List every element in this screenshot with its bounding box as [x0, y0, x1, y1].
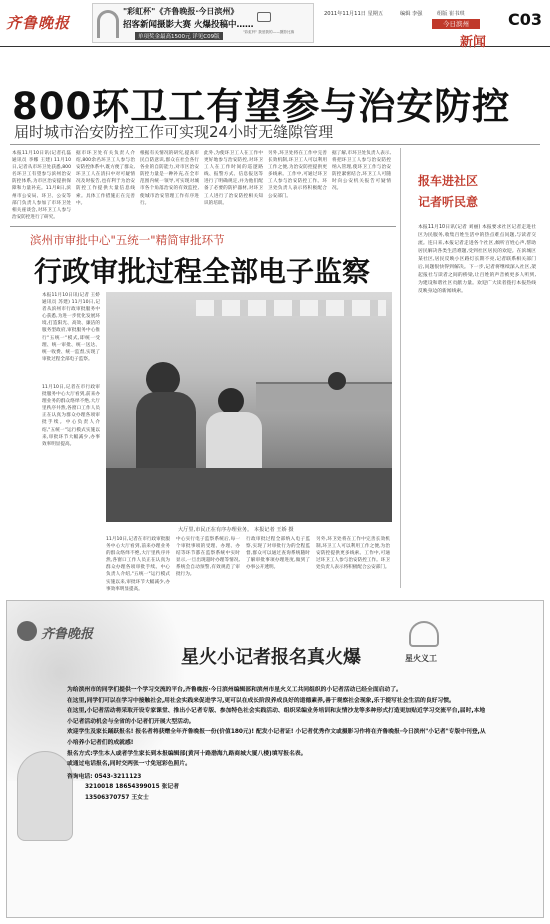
story2-col1: 本报11月10日讯(记者 王娇 通讯员 苏建) 11月10日,记者从滨州市行政审批服务中心获悉,为进一步优化发展环境,打造阳光、高效、廉洁的服务型政府,审批服务中心推行"五统一"模式,即统一受理、统一审批、统一送达、统一收费、统一监督,实现了审批过程全部电子监察。: [42, 293, 100, 362]
header-date: 2011年11月11日 星期五: [324, 11, 384, 17]
story2-kicker: 滨州市审批中心"五统一"精简审批环节: [30, 233, 225, 247]
side-title2: 记者听民意: [418, 195, 479, 209]
story1-subheadline: 届时城市治安防控工作可实现24小时无缝隙管理: [14, 123, 334, 141]
story2-col3: 中心实行电子监察系统后,每一个审批事项的受理、办理、办结等环节都在监察系统中实时显示,一旦出现超时办理等情况,系统会自动预警,有效规范了审批行为。: [176, 537, 240, 578]
ad-sun-icon: [17, 621, 37, 641]
service-desk: [256, 382, 392, 410]
ad-title: 星火小记者报名真火爆: [181, 647, 361, 668]
ad-line: 为给滨州市的同学们提供一个学习交流的平台,齐鲁晚报·今日滨州编辑部和滨州市星火义工共同组织的小记者活动已经全面启动了。: [67, 687, 402, 693]
ad-line: 在这里,小记者活动将采取开设专家课堂、推出小记者专版、参加特色社会实践活动、组织采编业务培训和友情沙龙等多种形式打造更加贴近学习交流平台,届时,本地小记者活动机会与全省的小记者们开展大型活动。: [67, 708, 486, 725]
story2-col1b: 11月10日,记者在市行政审批服务中心大厅看到,前来办理业务的群众络绎不绝,大厅里秩序井然,各窗口工作人员正在认真为群众办理各项审批手续。中心负责人介绍,"五统一"运行模式实施以来,审批环节大幅减少,办事效率明显提高。: [42, 385, 100, 447]
rainbow-icon: [97, 10, 119, 38]
ad-box: [6, 600, 544, 918]
ad-logo: 齐鲁晚报: [41, 627, 94, 642]
column-divider: [400, 148, 401, 588]
story2-col2: 11月10日,记者在市行政审批服务中心大厅看到,前来办理业务的群众络绎不绝,大厅里秩序井然,各窗口工作人员正在认真为群众办理各项审批手续。中心负责人介绍,"五统一"运行模式实施以来,审批环节大幅减少,办事效率明显提高。: [106, 537, 170, 592]
news-photo: [106, 292, 392, 522]
ad-line: 欢迎学生及家长踊跃报名! 报名者将获赠全年齐鲁晚报一份(价值180元)! 配发小记者证! 小记者优秀作文或摄影习作将在齐鲁晚报·今日滨州"小记者"专版中刊登,从小培养小记者们的成就感!: [67, 729, 486, 746]
story2-col4: 行政审批过程全部纳入电子监察,实现了对审批行为的全程监督,群众可以通过查询系统随时了解审批事项办理进度,做到了办事公开透明。: [246, 537, 310, 571]
header-typesetter: 组版 崔书琪: [437, 11, 465, 17]
story1-col5: 另外,环卫处将在工作中完善长效机制,环卫工人可以利用工作之便,为治安防控提供更多线索。工作中,可通过环卫工人参与治安防控工作。环卫处负责人表示将积极配合公安部门。: [268, 151, 327, 199]
story1-col2: 据市环卫处有关负责人介绍,800余名环卫工人参与治安防控体系中,既方便了群众,环卫工人在清扫中对可疑情况及时报告,也有利于为治安防控工作提供大量信息线索。具体工作措施正在完善中。: [76, 151, 135, 206]
story1-bottom-rule: [10, 226, 396, 227]
story1-headline: 800环卫工有望参与治安防控: [12, 85, 511, 128]
story1-col1: 本报11月10日讯(记者孔磊 通讯员 李娜 王建) 11月10日,记者从市环卫处获悉,800名环卫工有望参与滨州治安防控体系,为市区治安提供保障和力量补充。11月8日,滨州市公安局、环卫、公安等部门负责人参加了市环卫处相关座谈会,对环卫工人参与治安防控进行了研究。: [12, 151, 71, 220]
ceiling-lights: [196, 300, 386, 316]
header-ad: [92, 3, 314, 43]
phone-main: 0543-3211123: [94, 773, 142, 780]
ad-badge: 星火义工: [405, 654, 437, 663]
ad-line3: 单项奖金最高1500元 详见C09版: [135, 32, 223, 40]
section-tag: 今日滨州: [432, 19, 480, 29]
masthead-logo: 齐鲁晚报: [6, 14, 71, 32]
front-counter: [106, 468, 392, 522]
side-body: 本报11月10日讯(记者 刘丽) 本报要求社区记者走进社区为民服务,收集百姓生活中的热点难点问题,与读者交流。连日来,本报记者走进各个社区,倾听百姓心声,帮助居民解决各类生活难题,受到社区居民的欢迎。在滨城区某社区,居民反映小区路灯长期不亮,记者联系相关部门后,问题很快得到解决。下一步,记者将继续深入社区,架起报社与读者之间的桥梁,让百姓的声音被更多人听到,为建设和谐社区贡献力量。欢迎广大读者拨打本报热线反映身边的新闻线索。: [418, 225, 536, 294]
story2-headline: 行政审批过程全部电子监察: [34, 255, 371, 288]
story1-col3: 根据有关情况的研究,提高市民自防意识,群众在社会各行各业的自防能力,对市区治安防控力量是一种补充,在全市范围内统一领导,可实现对城市各个角落治安的有效监控,使城市治安管理工作有序进行。: [140, 151, 199, 206]
badge-heart-icon: [409, 621, 439, 647]
ad-line1: "彩虹杯"《齐鲁晚报·今日滨州》: [123, 7, 239, 16]
person-figure: [218, 388, 244, 414]
header-editor: 编辑 李强: [400, 11, 423, 17]
story2-col5: 另外,环卫处将在工作中完善长效机制,环卫工人可以利用工作之便,为治安防控提供更多线索。工作中,可通过环卫工人参与治安防控工作。环卫处负责人表示将积极配合公安部门。: [316, 537, 390, 571]
ad-body: [67, 685, 487, 804]
ad-line: 报名方式:学生本人或者学生家长到本报编辑部(黄河十路渤海九路商城大厦八楼)填写报名表。: [67, 750, 307, 757]
person-figure: [328, 372, 346, 390]
phone-line: 3210018 18654399015 张记者: [85, 784, 180, 791]
kid-illustration: [17, 751, 73, 841]
story1-rule: [10, 144, 540, 145]
side-title1: 报车进社区: [418, 174, 479, 188]
header: [0, 0, 550, 50]
ad-line: 或通过电话报名,同时交两张一寸免冠彩色照片。: [67, 761, 191, 768]
ad-line2: 招客新闻摄影大赛 火爆投稿中……: [123, 20, 254, 30]
page-number: C03: [508, 10, 543, 29]
ad-line: 在这里,同学们可以在学习中接触社会,用社会实践来促进学习,更可以在成长阶段养成良好的道德素养,善于观察社会现象,乐于提写社会生活的良好习惯。: [67, 697, 455, 704]
story1-col4: 此外,为使环卫工人在工作中更好地参与治安防控,对环卫工人在工作时间的巡逻路线、报警方式、信息报送等进行了明确规定,并为他们配备了必要的防护器材,对环卫工人进行了治安防控相关知识的培训。: [204, 151, 263, 206]
phone-line: 13506370757 王女士: [85, 794, 149, 801]
story1-col6: 据了解,市环卫处负责人表示,将把环卫工人参与治安防控纳入管理,使环卫工作与治安防控紧密结合,环卫工人可随时向公安机关报告可疑情况。: [332, 151, 391, 192]
photo-caption: 大厅里,市民正在有序办理业务。 本报记者 王娇 摄: [178, 527, 294, 533]
ad-logo-text: "彩虹杯" 我爱我的——摄影比赛: [243, 30, 295, 34]
contact-label: 咨询电话:: [67, 773, 93, 780]
camera-icon: [257, 12, 271, 22]
section-name: 新闻: [460, 35, 487, 50]
ad-contact: [67, 772, 487, 783]
person-figure: [146, 362, 180, 396]
